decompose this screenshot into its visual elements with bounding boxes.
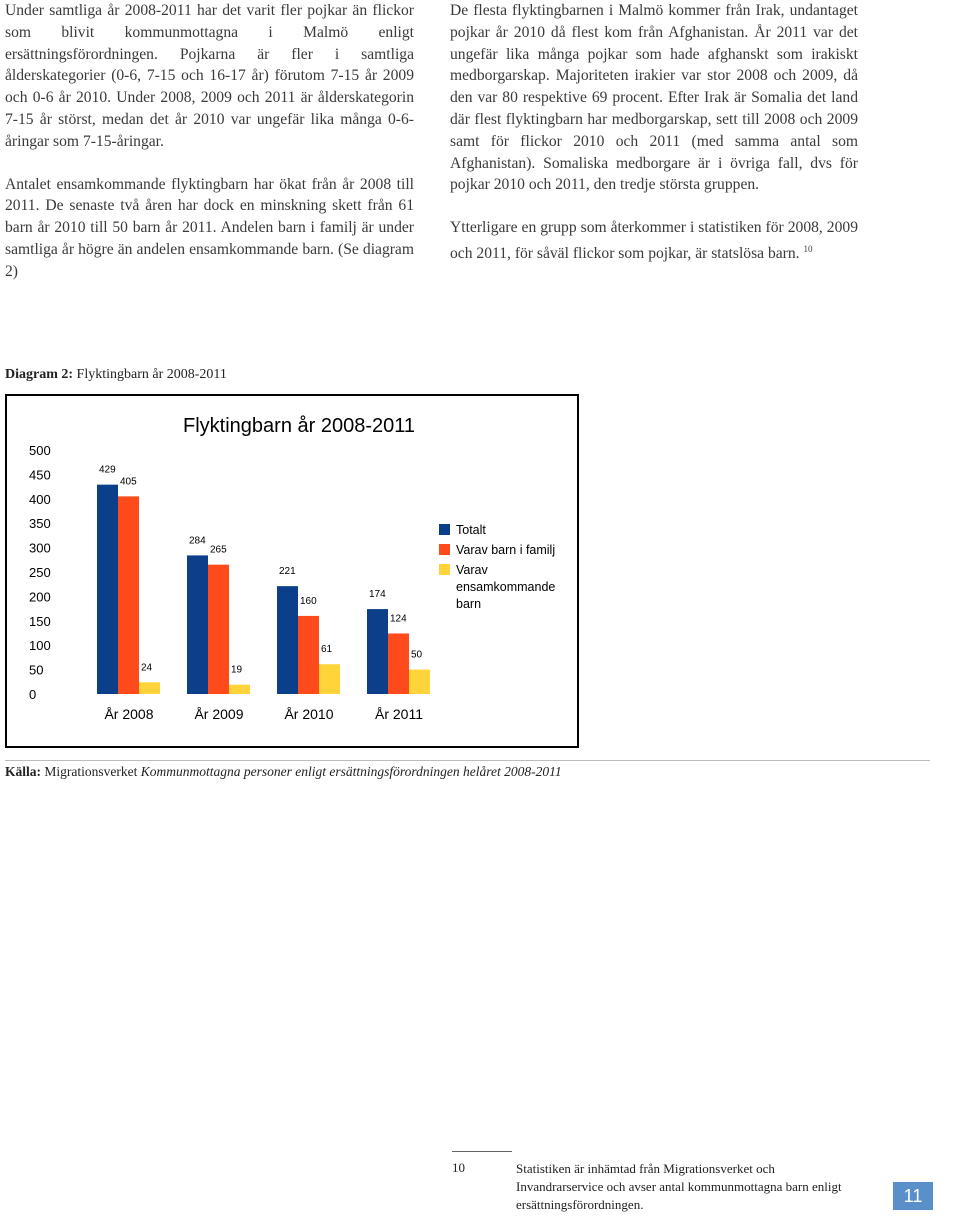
bar — [187, 555, 208, 694]
left-text-column — [5, 0, 414, 304]
data-label: 429 — [99, 464, 116, 476]
data-label: 124 — [390, 613, 407, 625]
y-tick-label: 50 — [29, 662, 44, 678]
left-paragraph-1: Under samtliga år 2008-2011 har det varit fler pojkar än flickor som blivit kommunmottagna i Malmö enligt ersättningsförordningen. Pojkarna är fler i samtliga ålderskategorier (0-6, 7-15 och 16-17 år) förutom 7-15 år 2009 och 0-6 år 2010. Under 2008, 2009 och 2011 är ålderskategorin 7-15 år störst, medan det år 2010 var ungefär lika många 0-6-åringar som 7-15-åringar. — [5, 2, 414, 150]
footnote-reference[interactable]: 10 — [803, 243, 813, 254]
y-tick-label: 250 — [29, 565, 51, 580]
data-label: 160 — [300, 595, 317, 607]
source-publisher: Migrationsverket — [44, 764, 138, 779]
data-label: 405 — [120, 476, 137, 488]
y-tick-label: 300 — [29, 540, 51, 556]
chart-frame — [5, 394, 579, 748]
bar — [229, 685, 250, 694]
data-label: 221 — [279, 566, 296, 578]
y-tick-label: 150 — [29, 613, 51, 629]
data-label: 19 — [231, 664, 243, 676]
legend-label: Varav ensamkommande barn — [456, 563, 556, 611]
x-tick-label: År 2010 — [284, 706, 334, 722]
left-paragraph-2: Antalet ensamkommande flyktingbarn har ökat från år 2008 till 2011. De senaste två åren har dock en minskning skett från 61 barn år 2010 till 50 barn år 2011. Andelen barn i familj är under samtliga år högre än andelen ensamkommande barn. (Se diagram 2) — [5, 175, 414, 280]
y-tick-label: 400 — [29, 491, 51, 507]
y-tick-label: 350 — [29, 516, 51, 532]
right-text-column — [450, 0, 858, 286]
bar — [118, 496, 139, 694]
x-tick-label: År 2011 — [375, 706, 423, 722]
legend-swatch — [439, 524, 450, 535]
bar — [319, 664, 340, 694]
diagram-caption-label: Diagram 2: — [5, 367, 74, 382]
x-tick-label: År 2008 — [104, 706, 154, 722]
bar-chart — [7, 396, 577, 746]
bar — [208, 565, 229, 694]
source-title: Kommunmottagna personer enligt ersättningsförordningen helåret 2008-2011 — [140, 764, 562, 779]
y-tick-label: 450 — [29, 467, 51, 483]
diagram-caption — [5, 367, 227, 383]
data-label: 284 — [189, 535, 206, 547]
right-paragraph-2-text: Ytterligare en grupp som återkommer i statistiken för 2008, 2009 och 2011, för såväl flickor som pojkar, är statslösa barn. — [450, 219, 858, 262]
data-label: 24 — [141, 662, 153, 674]
footnote-number: 10 — [452, 1160, 465, 1175]
legend-swatch — [439, 544, 450, 555]
y-tick-label: 100 — [29, 638, 51, 654]
source-line — [5, 764, 562, 780]
diagram-caption-text: Flyktingbarn år 2008-2011 — [76, 367, 227, 382]
bar — [367, 609, 388, 694]
legend-label: Totalt — [456, 523, 486, 537]
bar — [97, 485, 118, 694]
x-tick-label: År 2009 — [194, 706, 244, 722]
y-tick-label: 0 — [29, 687, 37, 702]
source-label: Källa: — [5, 764, 41, 779]
data-label: 174 — [369, 589, 386, 601]
legend-label: Varav barn i familj — [456, 543, 556, 557]
data-label: 50 — [411, 649, 423, 661]
right-paragraph-1: De flesta flyktingbarnen i Malmö kommer från Irak, undantaget pojkar år 2010 då flest kom från Afghanistan. År 2011 var det ungefär lika många pojkar som hade afghanskt som irakiskt medborgarskap. Majoriteten irakier var stor 2008 och 2009, då den var 80 respektive 69 procent. Efter Irak är Somalia det land där flest flyktingbarn har medborgarskap, sett till 2008 och 2009 samt för flickor 2010 och 2011 (med samma antal som Afghanistan). Somaliska medborgare är i övriga fall, dvs för pojkar 2010 och 2011, den tredje största gruppen. — [450, 2, 858, 194]
y-tick-label: 500 — [29, 443, 51, 458]
footnote-text: Statistiken är inhämtad från Migrationsverket och Invandrarservice och avser antal kommunmottagna barn enligt ersättningsförordningen. — [516, 1161, 842, 1212]
bar — [139, 682, 160, 694]
bar — [388, 633, 409, 694]
source-divider — [5, 760, 930, 761]
data-label: 265 — [210, 544, 227, 556]
bar — [277, 586, 298, 694]
data-label: 61 — [321, 644, 333, 656]
legend-swatch — [439, 564, 450, 575]
bar — [298, 616, 319, 694]
y-tick-label: 200 — [29, 589, 51, 605]
bar — [409, 670, 430, 694]
page-number: 11 — [893, 1182, 933, 1210]
footnote-divider — [452, 1151, 512, 1152]
right-paragraph-2 — [450, 217, 858, 265]
chart-title: Flyktingbarn år 2008-2011 — [183, 415, 415, 437]
